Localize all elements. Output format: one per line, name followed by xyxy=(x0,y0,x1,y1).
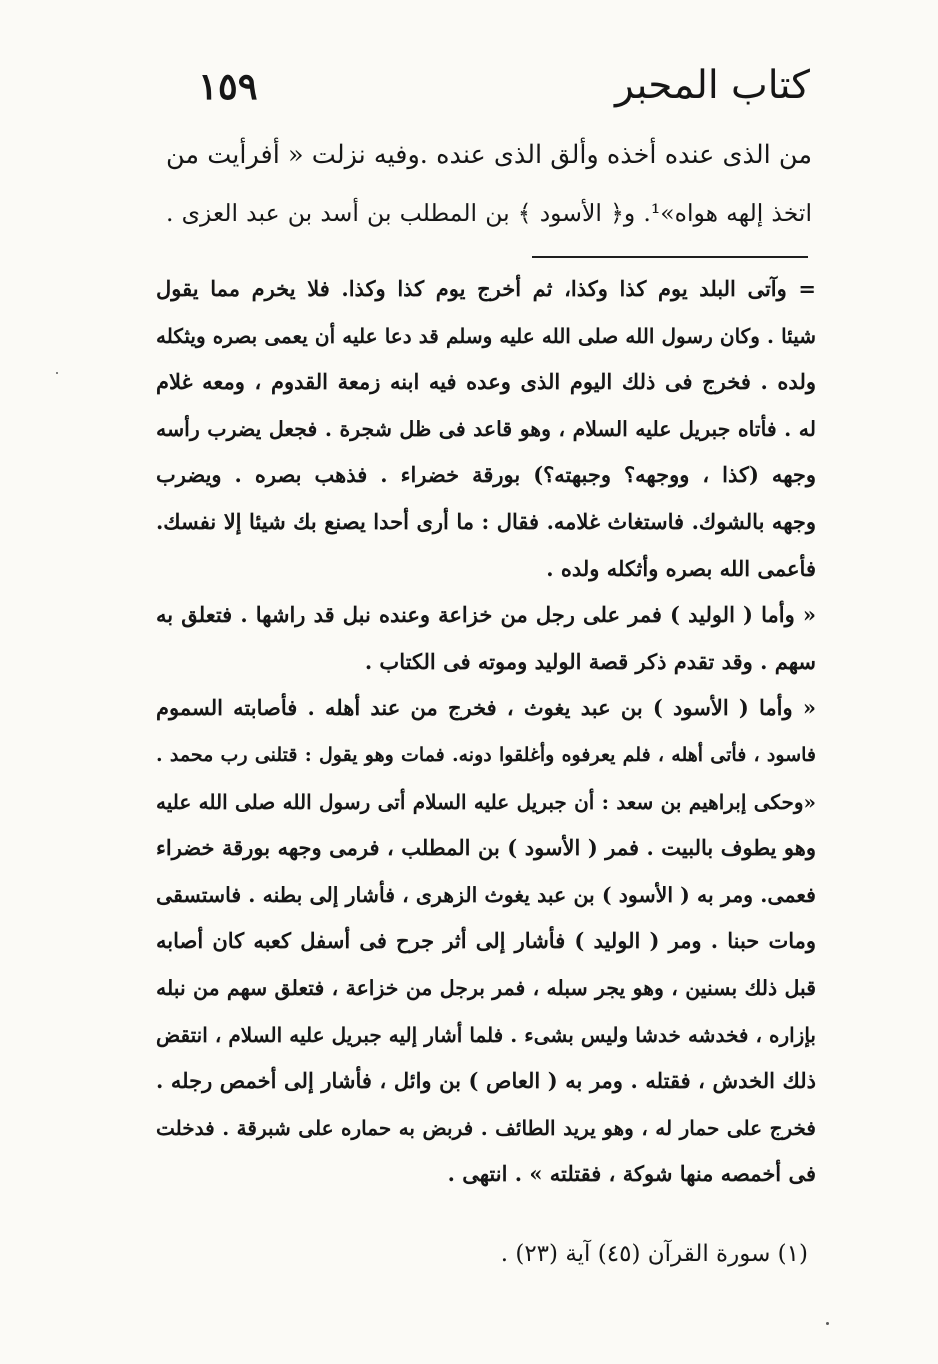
note-line: فاسود ، فأتى أهله ، فلم يعرفوه وأغلقوا دونه. فمات وهو يقول : قتلنى رب محمد . xyxy=(156,743,816,766)
ink-speck xyxy=(56,372,58,374)
main-line: اتخذ إلهه هواه»¹. و﴿ الأسود ﴾ بن المطلب بن أسد بن عبد العزى . xyxy=(166,199,813,227)
main-line: من الذى عنده أخذه وألق الذى عنده .وفيه نزلت « أفرأيت من xyxy=(166,140,812,170)
note-line: «وحكى إبراهيم بن سعد : أن جبريل عليه السلام أتى رسول الله صلى الله عليه xyxy=(156,789,816,814)
note-line: ولده . فخرج فى ذلك اليوم الذى وعده فيه ابنه زمعة القدوم ، ومعه غلام xyxy=(156,369,816,395)
note-line: قبل ذلك بسنين ، وهو يجر سبله ، فمر برجل من خزاعة ، فتعلق سهم من نبله xyxy=(156,975,816,1000)
ink-speck xyxy=(826,1322,829,1325)
note-line: فى أخمصه منها شوكة ، فقتلته » . انتهى . xyxy=(447,1161,816,1187)
note-line: = وآتى البلد يوم كذا وكذا، ثم أخرج يوم كذا وكذا. فلا يخرم مما يقول xyxy=(156,276,816,301)
note-line: شيئا . وكان رسول الله صلى الله عليه وسلم قد دعا عليه أن يعمى بصره ويثكله xyxy=(156,323,816,348)
page-number: ١٥٩ xyxy=(198,64,258,108)
footnote-separator xyxy=(532,256,808,258)
note-line: « وأما ( الأسود ) بن عبد يغوث ، فخرج من عند أهله . فأصابته السموم xyxy=(156,695,816,721)
footnote: (١) سورة القرآن (٤٥) آية (٢٣) . xyxy=(500,1241,808,1267)
note-line: وهو يطوف بالبيت . فمر ( الأسود ) بن المطلب ، فرمى وجهه بورقة خضراء xyxy=(156,835,816,861)
note-line: له . فأتاه جبريل عليه السلام ، وهو قاعد فى ظل شجرة . فجعل يضرب رأسه xyxy=(156,416,816,441)
notes-block xyxy=(156,266,816,1198)
main-text xyxy=(166,126,812,242)
note-line: وجهه (كذا ، ووجهه؟ وجبهته؟) بورقة خضراء . فذهب بصره . ويضرب xyxy=(156,462,816,488)
note-line: فعمى. ومر به ( الأسود ) بن عبد يغوث الزهرى ، فأشار إلى بطنه . فاستسقى xyxy=(156,882,816,907)
note-line: « وأما ( الوليد ) فمر على رجل من خزاعة وعنده نبل قد راشها . فتعلق به xyxy=(156,602,816,628)
note-line: بإزاره ، فخدشه خدشا وليس بشىء . فلما أشار إليه جبريل عليه السلام ، انتقض xyxy=(156,1022,816,1047)
note-line: فخرج على حمار له ، وهو يريد الطائف . فربض به حماره على شبرقة . فدخلت xyxy=(156,1115,816,1140)
page-header xyxy=(198,62,810,114)
note-line: فأعمى الله بصره وأثكله ولده . xyxy=(546,555,816,581)
book-title: كتاب المحبر xyxy=(614,63,810,108)
note-line: وجهه بالشوك. فاستغاث غلامه. فقال : ما أرى أحدا يصنع بك شيئا إلا نفسك. xyxy=(156,508,816,534)
note-line: سهم . وقد تقدم ذكر قصة الوليد وموته فى الكتاب . xyxy=(364,648,816,674)
note-line: ذلك الخدش ، فقتله . ومر به ( العاص ) بن وائل ، فأشار إلى أخمص رجله . xyxy=(156,1068,816,1094)
note-line: ومات حبنا . ومر ( الوليد ) فأشار إلى أثر جرح فى أسفل كعبه كان أصابه xyxy=(156,928,816,954)
